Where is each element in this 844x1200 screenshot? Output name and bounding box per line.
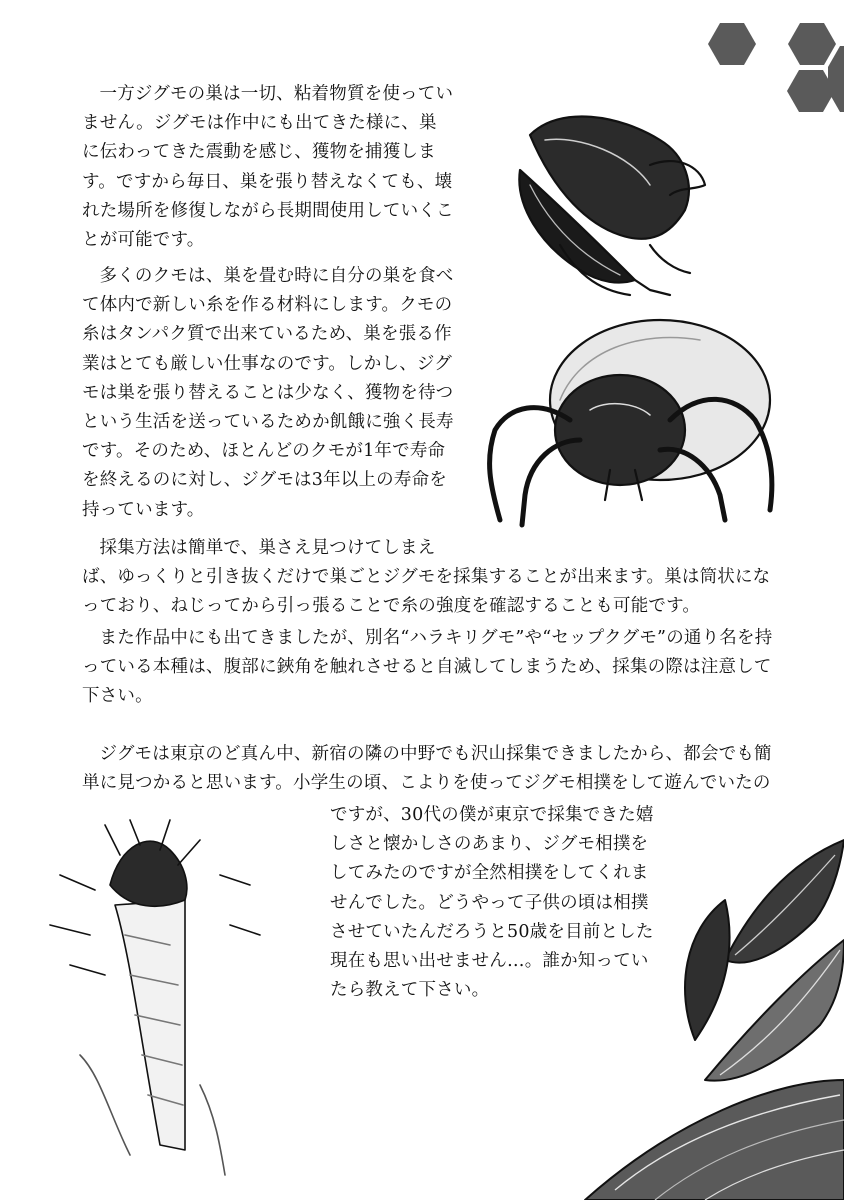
paragraph-tokyo: ジグモは東京のど真ん中、新宿の隣の中野でも沢山採集できましたから、都会でも簡単に見つかると思います。小学生の頃、こよりを使ってジグモ相撲をして遊んでいたの bbox=[82, 744, 772, 794]
paragraph-collection-method: ば、ゆっくりと引き抜くだけで巣ごとジグモを採集することが出来ます。巣は筒状になっており、ねじってから引っ張ることで糸の強度を確認することも可能です。 bbox=[82, 567, 771, 617]
paragraph-lifespan: 多くのクモは、巣を畳む時に自分の巣を食べて体内で新しい糸を作る材料にします。クモの糸はタンパク質で出来ているため、巣を張る作業はとても厳しい仕事なのです。しかし、ジグモは巣を張り替えることは少なく、獲物を待つという生活を送っているためか飢餓に強く長寿です。そのため、ほとんどのクモが1年で寿命を終えるのに対し、ジグモは3年以上の寿命を持っています。 bbox=[82, 266, 454, 520]
hexagon-cluster-icon bbox=[704, 0, 844, 120]
spider-tube-nest-icon bbox=[20, 815, 320, 1185]
paragraph-web-structure: 一方ジグモの巣は一切、粘着物質を使っていません。ジグモは作中にも出てきた様に、巣に伝わってきた震動を感じ、獲物を捕獲します。ですから毎日、巣を張り替えなくても、壊れた場所を修復しながら長期間使用していくことが可能です。 bbox=[82, 84, 454, 251]
paragraph-sumo-memory: ですが、30代の僕が東京で採集できた嬉しさと懐かしさのあまり、ジグモ相撲をしてみたのですが全然相撲をしてくれませんでした。どうやって子供の頃は相撲させていたんだろうと50歳を目前とした現在も思い出せません…。誰か知っていたら教えて下さい。 bbox=[330, 805, 654, 1001]
spider-icon bbox=[470, 310, 790, 530]
paragraph-collection-method-start: 採集方法は簡単で、巣さえ見つけてしまえ bbox=[99, 538, 436, 558]
paragraph-harakiri-warning: また作品中にも出てきましたが、別名“ハラキリグモ”や“セップクグモ”の通り名を持っている本種は、腹部に鋏角を触れさせると自滅してしまうため、採集の際は注意して下さい。 bbox=[82, 628, 773, 707]
spider-fangs-icon bbox=[500, 95, 715, 300]
leaf-icon bbox=[555, 820, 844, 1200]
